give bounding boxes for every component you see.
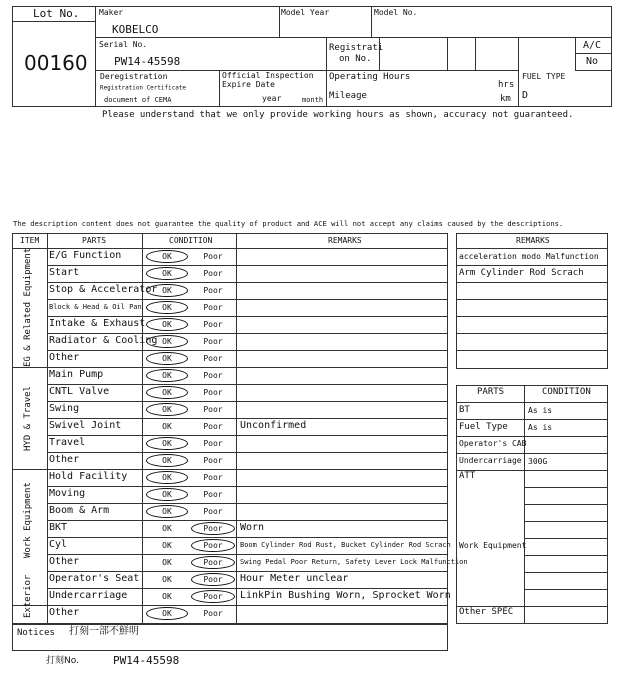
part-name: Other (49, 454, 80, 465)
remark-text: Boom Cylinder Rod Rust, Bucket Cylinder Rod Scrach (240, 541, 451, 549)
serial-value: PW14-45598 (114, 55, 181, 68)
group-label: EG & Related Equipment (23, 247, 33, 368)
registration-label-line2: on No. (339, 54, 372, 64)
part-name: E/G Function (49, 250, 122, 261)
year-label: year (262, 94, 282, 103)
remark-text: Swing Pedal Poor Return, Safety Lever Lock Malfunction (240, 558, 468, 566)
ok-selected-circle (146, 352, 188, 365)
poor-selected-circle (191, 590, 235, 603)
condition-ok: OK (162, 371, 172, 380)
condition-poor: Poor (203, 337, 223, 346)
condition-ok: OK (162, 303, 172, 312)
inspection-label-line2: Expire Date (222, 80, 275, 89)
right-part-condition: 300G (528, 457, 548, 466)
fuel-type-value: D (522, 90, 529, 101)
right-part-name: Operator's CAB (459, 439, 527, 448)
condition-ok: OK (162, 286, 172, 295)
lot-number: 00160 (24, 51, 88, 75)
part-name: CNTL Valve (49, 386, 110, 397)
part-name: BKT (49, 522, 68, 533)
col-condition-header: CONDITION (169, 236, 213, 245)
right-part-name: Undercarriage (459, 456, 522, 465)
condition-ok: OK (162, 405, 172, 414)
part-name: Radiator & Cooling (49, 335, 158, 346)
maker-value: KOBELCO (112, 23, 159, 36)
ok-selected-circle (146, 471, 188, 484)
ok-selected-circle (146, 284, 188, 297)
remark-text: Hour Meter unclear (240, 573, 349, 584)
condition-poor: Poor (203, 524, 223, 533)
maker-label: Maker (99, 8, 124, 17)
right-part-condition: As is (528, 423, 553, 432)
model-year-label: Model Year (281, 8, 330, 17)
deregistration-label: Deregistration (100, 72, 168, 81)
part-name: Other (49, 352, 80, 363)
part-name: Intake & Exhaust (49, 318, 146, 329)
remark-text: LinkPin Bushing Worn, Sprocket Worn (240, 590, 451, 601)
poor-selected-circle (191, 539, 235, 552)
att-label: ATT (459, 471, 476, 481)
ac-value: No (586, 56, 599, 67)
condition-ok: OK (162, 592, 172, 601)
serial-label: Serial No. (99, 40, 148, 49)
condition-poor: Poor (203, 388, 223, 397)
condition-poor: Poor (203, 303, 223, 312)
model-no-label: Model No. (374, 8, 418, 17)
ok-selected-circle (146, 250, 188, 263)
condition-poor: Poor (203, 456, 223, 465)
month-label: month (302, 96, 324, 104)
ok-selected-circle (146, 267, 188, 280)
col-parts-header: PARTS (82, 236, 107, 245)
poor-selected-circle (191, 556, 235, 569)
ok-selected-circle (146, 488, 188, 501)
condition-poor: Poor (203, 473, 223, 482)
condition-ok: OK (162, 575, 172, 584)
col-remarks-header: REMARKS (328, 236, 362, 245)
registration-certificate-label: Registration Certificate (100, 84, 186, 91)
condition-poor: Poor (203, 286, 223, 295)
condition-poor: Poor (203, 371, 223, 380)
remark-text: Worn (240, 522, 265, 533)
part-name: Other (49, 607, 80, 618)
condition-ok: OK (162, 507, 172, 516)
condition-ok: OK (162, 337, 172, 346)
cema-label: document of CEMA (104, 96, 172, 104)
part-name: Stop & Accelerator (49, 284, 158, 295)
condition-poor: Poor (203, 252, 223, 261)
ok-selected-circle (146, 318, 188, 331)
condition-poor: Poor (203, 592, 223, 601)
operating-hours-label: Operating Hours (329, 72, 411, 82)
condition-ok: OK (162, 541, 172, 550)
inspection-label-line1: Official Inspection (222, 71, 314, 80)
condition-ok: OK (162, 354, 172, 363)
poor-selected-circle (191, 522, 235, 535)
lot-label: Lot No. (33, 7, 80, 20)
right-parts-col-parts: PARTS (477, 387, 505, 397)
working-hours-note: Please understand that we only provide working hours as shown, accuracy not guaranteed. (102, 110, 574, 120)
km-label: km (500, 94, 511, 104)
right-remarks-header: REMARKS (516, 236, 550, 245)
condition-ok: OK (162, 320, 172, 329)
ok-selected-circle (146, 335, 188, 348)
condition-poor: Poor (203, 507, 223, 516)
condition-ok: OK (162, 473, 172, 482)
part-name: Boom & Arm (49, 505, 110, 516)
ac-label: A/C (583, 40, 602, 51)
condition-poor: Poor (203, 354, 223, 363)
condition-poor: Poor (203, 320, 223, 329)
condition-ok: OK (162, 422, 172, 431)
other-spec-label: Other SPEC (459, 607, 514, 617)
part-name: Travel (49, 437, 86, 448)
condition-poor: Poor (203, 269, 223, 278)
part-name: Hold Facility (49, 471, 128, 482)
condition-poor: Poor (203, 422, 223, 431)
part-name: Other (49, 556, 80, 567)
condition-ok: OK (162, 456, 172, 465)
condition-poor: Poor (203, 490, 223, 499)
ok-selected-circle (146, 437, 188, 450)
mileage-label: Mileage (329, 91, 367, 101)
poor-selected-circle (191, 573, 235, 586)
condition-ok: OK (162, 439, 172, 448)
condition-poor: Poor (203, 541, 223, 550)
condition-ok: OK (162, 490, 172, 499)
notices-value: 打刻一部不鮮明 (69, 626, 139, 637)
right-part-name: BT (459, 405, 470, 415)
right-part-condition: As is (528, 406, 553, 415)
part-name: Moving (49, 488, 86, 499)
condition-poor: Poor (203, 405, 223, 414)
part-name: Undercarriage (49, 590, 128, 601)
right-parts-col-condition: CONDITION (542, 387, 591, 397)
disclaimer-text: The description content does not guarantee the quality of product and ACE will not accept any claims caused by the descriptions. (13, 219, 564, 229)
ok-selected-circle (146, 505, 188, 518)
ok-selected-circle (146, 369, 188, 382)
condition-ok: OK (162, 609, 172, 618)
stamp-value: PW14-45598 (113, 654, 180, 667)
part-name: Main Pump (49, 369, 104, 380)
part-name: Start (49, 267, 80, 278)
ok-selected-circle (146, 454, 188, 467)
part-name: Swivel Joint (49, 420, 122, 431)
col-item-header: ITEM (20, 236, 40, 245)
condition-poor: Poor (203, 558, 223, 567)
condition-ok: OK (162, 388, 172, 397)
stamp-label: 打刻No. (46, 656, 79, 666)
condition-ok: OK (162, 269, 172, 278)
right-part-name: Fuel Type (459, 422, 508, 432)
group-label: HYD & Travel (23, 385, 33, 451)
ok-selected-circle (146, 403, 188, 416)
part-name: Cyl (49, 539, 68, 550)
condition-ok: OK (162, 252, 172, 261)
remark-text: Unconfirmed (240, 420, 307, 431)
condition-poor: Poor (203, 575, 223, 584)
group-label: Work Equipment (23, 482, 33, 558)
work-equipment-label: Work Equipment (459, 541, 527, 550)
group-label: Exterior (23, 574, 33, 619)
ok-selected-circle (146, 301, 188, 314)
right-remark-line-1: acceleration modo Malfunction (459, 252, 599, 261)
ok-selected-circle (146, 607, 188, 620)
condition-poor: Poor (203, 609, 223, 618)
ok-selected-circle (146, 386, 188, 399)
notices-label: Notices (17, 628, 55, 638)
registration-label-line1: Registrati (329, 43, 384, 53)
condition-ok: OK (162, 558, 172, 567)
part-name: Swing (49, 403, 80, 414)
fuel-type-label: FUEL TYPE (522, 72, 566, 81)
condition-ok: OK (162, 524, 172, 533)
hrs-label: hrs (498, 80, 515, 90)
condition-poor: Poor (203, 439, 223, 448)
part-name: Operator's Seat (49, 573, 140, 584)
right-remark-line-2: Arm Cylinder Rod Scrach (459, 268, 584, 278)
part-name: Block & Head & Oil Pan (49, 303, 142, 311)
